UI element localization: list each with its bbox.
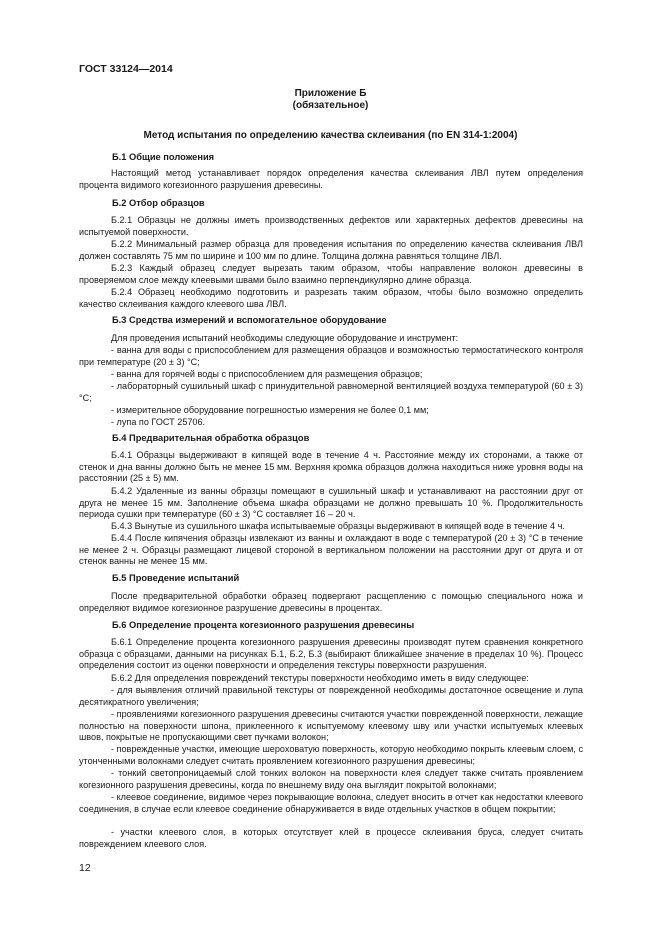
appendix-subtitle: (обязательное) <box>292 100 369 111</box>
appendix-title: Приложение Б <box>294 88 367 99</box>
paragraph: После предварительной обработки образец подвергают расщеплению с помощью специального ножа и определяют видимое когезионное разрушение древесины в процентах. <box>79 591 583 613</box>
paragraph: Б.2.2 Минимальный размер образца для проведения испытания по определению качества склеивания ЛВЛ должен составлять 75 мм по ширине и 100 мм по длине. Толщина должна равняться толщине ЛВЛ. <box>79 239 583 261</box>
paragraph: - проявлениями когезионного разрушения древесины считаются участки поврежденной поверхности, лежащие полностью на поверхности шпона, приклеенного к испытуемому клеевому шву или участки испытуемых клеевых швов, покрытые не пропускающими свет пучками волокон; <box>79 709 583 743</box>
paragraph: - ванна для воды с приспособлением для размещения образцов и возможностью термостатического контроля при температуре (20 ± 3) °С; <box>79 345 583 367</box>
paragraph: - поврежденные участки, имеющие шероховатую поверхность, которую необходимо покрыть клеевым слоем, с утонченными волокнами следует считать проявлением когезионного разрушения древесины; <box>79 744 584 766</box>
section-heading: Б.4 Предварительная обработка образцов <box>112 433 310 443</box>
paragraph: Б.4.3 Вынутые из сушильного шкафа испытываемые образцы выдерживают в кипящей воде в течение 4 ч. <box>111 521 565 531</box>
paragraph: - тонкий светопроницаемый слой тонких волокон на поверхности клея следует также считать проявлением когезионного разрушения древесины, когда по внешнему виду она выглядит покрытой волокнами; <box>79 768 583 790</box>
paragraph: - лабораторный сушильный шкаф с принудительной равномерной вентиляцией воздуха температурой (60 ± 3) °С; <box>79 381 583 403</box>
paragraph: - измерительное оборудование погрешностью измерения не более 0,1 мм; <box>111 405 429 415</box>
section-heading: Б.3 Средства измерений и вспомогательное оборудование <box>112 315 387 325</box>
document-header: ГОСТ 33124—2014 <box>79 63 173 75</box>
paragraph: Б.2.3 Каждый образец следует вырезать таким образом, чтобы направление волокон древесины в проверяемом слое между клеевыми швами было взаимно перпендикулярно длине образца. <box>79 263 583 285</box>
paragraph: Б.4.2 Удаленные из ванны образцы помещают в сушильный шкаф и устанавливают на расстоянии друг от друга не менее 15 мм. Заполнение объема шкафа образцами не должно превышать 10 %. Продолжительность периода сушки при температуре (60 ± 3) °С составляет 16 – 20 ч. <box>79 486 583 520</box>
paragraph: Б.4.4 После кипячения образцы извлекают из ванны и охлаждают в воде с температурой (20 ± 3) °С в течение не менее 2 ч. Образцы размещают лицевой стороной в вертикальном положении на расстоянии друг от друга и от стенок ванны не менее 15 мм. <box>79 533 583 567</box>
paragraph: Б.2.1 Образцы не должны иметь производственных дефектов или характерных дефектов древесины на испытуемой поверхности. <box>79 215 583 237</box>
page-number: 12 <box>79 862 91 874</box>
paragraph: Настоящий метод устанавливает порядок определения качества склеивания ЛВЛ путем определения процента видимого когезионного разрушения древесины. <box>79 168 583 190</box>
paragraph: Для проведения испытаний необходимы следующие оборудование и инструмент: <box>111 333 459 343</box>
paragraph: Б.2.4 Образец необходимо подготовить и разрезать таким образом, чтобы было возможно определить качество склеивания каждого клеевого шва ЛВЛ. <box>79 287 583 309</box>
document-title: Метод испытания по определению качества склеивания (по EN 314-1:2004) <box>143 130 518 141</box>
section-heading: Б.5 Проведение испытаний <box>112 573 240 583</box>
section-heading: Б.1 Общие положения <box>112 152 215 162</box>
section-heading: Б.6 Определение процента когезионного разрушения древесины <box>112 620 415 630</box>
section-heading: Б.2 Отбор образцов <box>112 198 205 208</box>
paragraph: Б.6.2 Для определения повреждений текстуры поверхности необходимо иметь в виду следующее: <box>111 673 529 683</box>
paragraph: - для выявления отличий правильной текстуры от поврежденной необходимы достаточное освещение и лупа десятикратного увеличения; <box>79 685 583 707</box>
paragraph: - лупа по ГОСТ 25706. <box>111 417 206 427</box>
paragraph: - клеевое соединение, видимое через покрывающие волокна, следует вносить в отчет как недостатки клеевого соединения, в случае если клеевое соединение обнаруживается в виде отдельных участков в общем покрытии; <box>79 792 583 814</box>
paragraph: - ванна для горячей воды с приспособлением для размещения образцов; <box>111 369 423 379</box>
paragraph: - участки клеевого слоя, в которых отсутствует клей в процессе склеивания бруса, следует считать повреждением клеевого слоя. <box>79 827 583 849</box>
paragraph: Б.4.1 Образцы выдерживают в кипящей воде в течение 4 ч. Расстояние между их сторонами, а также от стенок и дна ванны должно быть не менее 15 мм. Верхняя кромка образцов должна находиться ниже уровня воды на расстоянии (25 ± 5) мм. <box>79 450 583 484</box>
paragraph: Б.6.1 Определение процента когезионного разрушения древесины производят путем сравнения конкретного образца с образцами, данными на рисунках Б.1, Б.2, Б.3 (выбирают ближайшее значение в пределах 10 %). Процесс определения состоит из оценки поверхности и определения текстуры поверхности разрушения. <box>79 637 583 671</box>
